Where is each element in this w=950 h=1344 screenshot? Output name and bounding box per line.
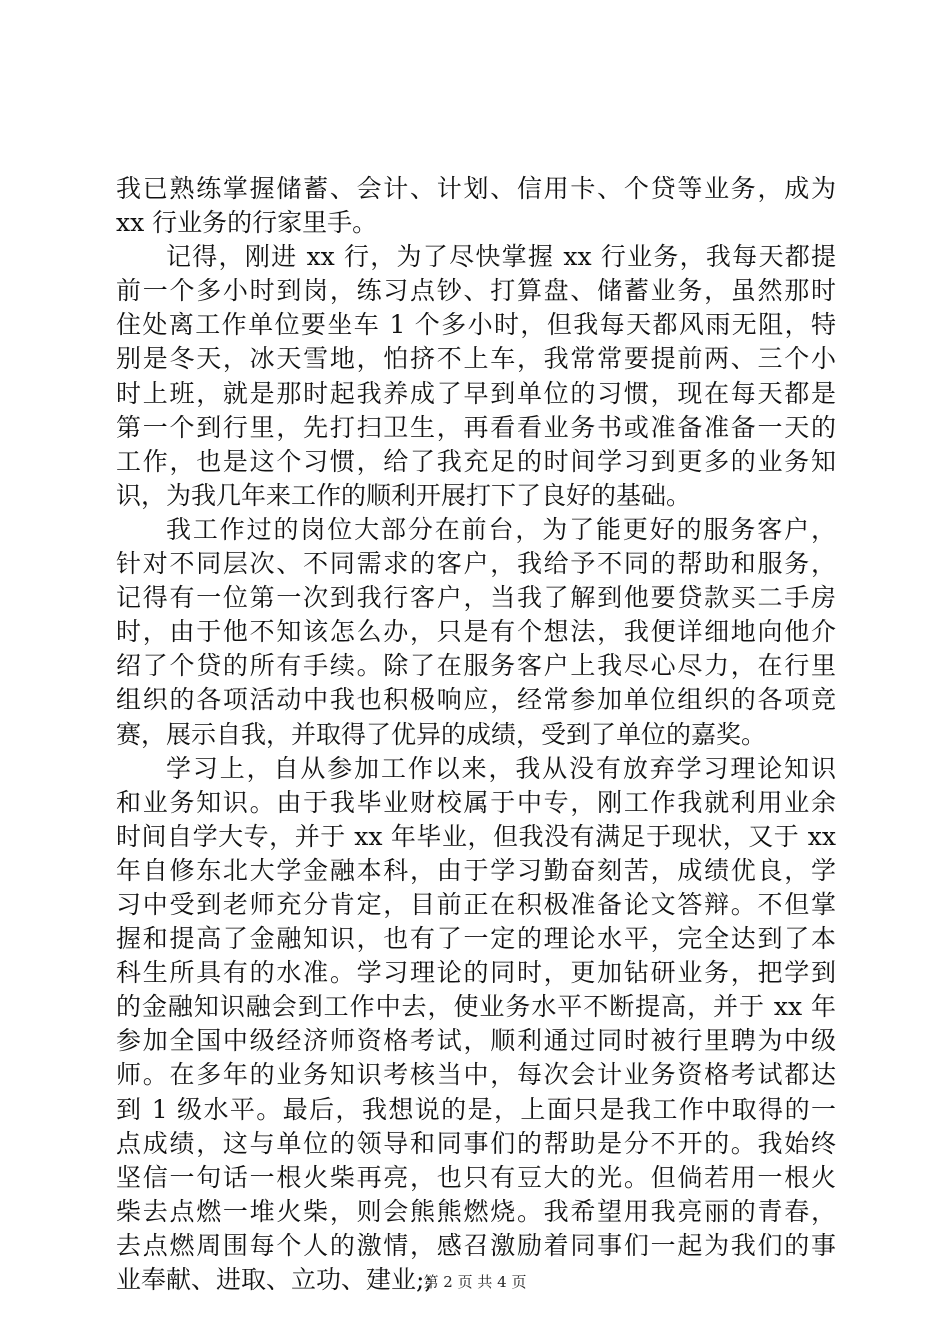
text-line: 科生所具有的水准。学习理论的同时，更加钻研业务，把学到 [116,958,836,988]
text-line: 记得，刚进 xx 行，为了尽快掌握 xx 行业务，我每天都提 [166,242,836,272]
text-line: 习中受到老师充分肯定，目前正在积极准备论文答辩。不但掌 [116,889,836,919]
text-line: 点成绩，这与单位的领导和同事们的帮助是分不开的。我始终 [116,1128,836,1158]
text-line: 业奉献、进取、立功、建业;; [116,1265,433,1294]
paragraph [116,172,836,240]
text-line: 工作，也是这个习惯，给了我充足的时间学习到更多的业务知 [116,446,836,476]
text-line: 时上班，就是那时起我养成了早到单位的习惯，现在每天都是 [116,378,836,408]
text-line: 柴去点燃一堆火柴，则会熊熊燃烧。我希望用我亮丽的青春， [116,1196,836,1226]
text-line: 我工作过的岗位大部分在前台，为了能更好的服务客户， [166,514,836,544]
text-line: 我已熟练掌握储蓄、会计、计划、信用卡、个贷等业务，成为 [116,174,836,203]
text-line: 识，为我几年来工作的顺利开展打下了良好的基础。 [116,480,692,510]
text-line: 记得有一位第一次到我行客户，当我了解到他要贷款买二手房 [116,583,836,613]
text-line: 针对不同层次、不同需求的客户，我给予不同的帮助和服务， [116,549,836,579]
text-line: xx 行业务的行家里手。 [116,208,378,238]
document-body [116,172,836,1297]
paragraph [116,240,836,513]
text-line: 前一个多小时到岗，练习点钞、打算盘、储蓄业务，虽然那时 [116,276,836,306]
page-footer: 第 2 页 共 4 页 [423,1273,527,1291]
text-line: 第一个到行里，先打扫卫生，再看看业务书或准备准备一天的 [116,412,836,442]
text-line: 和业务知识。由于我毕业财校属于中专，刚工作我就利用业余 [116,787,836,817]
text-line: 去点燃周围每个人的激情，感召激励着同事们一起为我们的事 [116,1230,836,1260]
text-line: 学习上，自从参加工作以来，我从没有放弃学习理论知识 [166,753,836,783]
text-line: 时间自学大专，并于 xx 年毕业，但我没有满足于现状，又于 xx [116,821,836,851]
text-line: 赛，展示自我，并取得了优异的成绩，受到了单位的嘉奖。 [116,719,767,749]
text-line: 师。在多年的业务知识考核当中，每次会计业务资格考试都达 [116,1060,836,1090]
text-line: 时，由于他不知该怎么办，只是有个想法，我便详细地向他介 [116,617,836,647]
text-line: 年自修东北大学金融本科，由于学习勤奋刻苦，成绩优良，学 [116,855,836,885]
text-line: 住处离工作单位要坐车 1 个多小时，但我每天都风雨无阻，特 [116,310,836,340]
text-line: 参加全国中级经济师资格考试，顺利通过同时被行里聘为中级 [116,1026,836,1056]
paragraph [116,513,836,752]
text-line: 的金融知识融会到工作中去，使业务水平不断提高，并于 xx 年 [116,992,836,1022]
text-line: 到 1 级水平。最后，我想说的是，上面只是我工作中取得的一 [116,1094,836,1124]
text-line: 握和提高了金融知识，也有了一定的理论水平，完全达到了本 [116,924,836,954]
text-line: 坚信一句话一根火柴再亮，也只有豆大的光。但倘若用一根火 [116,1162,836,1192]
text-line: 组织的各项活动中我也积极响应，经常参加单位组织的各项竞 [116,685,836,715]
text-line: 别是冬天，冰天雪地，怕挤不上车，我常常要提前两、三个小 [116,344,836,374]
paragraph [116,752,836,1298]
text-line: 绍了个贷的所有手续。除了在服务客户上我尽心尽力，在行里 [116,651,836,681]
